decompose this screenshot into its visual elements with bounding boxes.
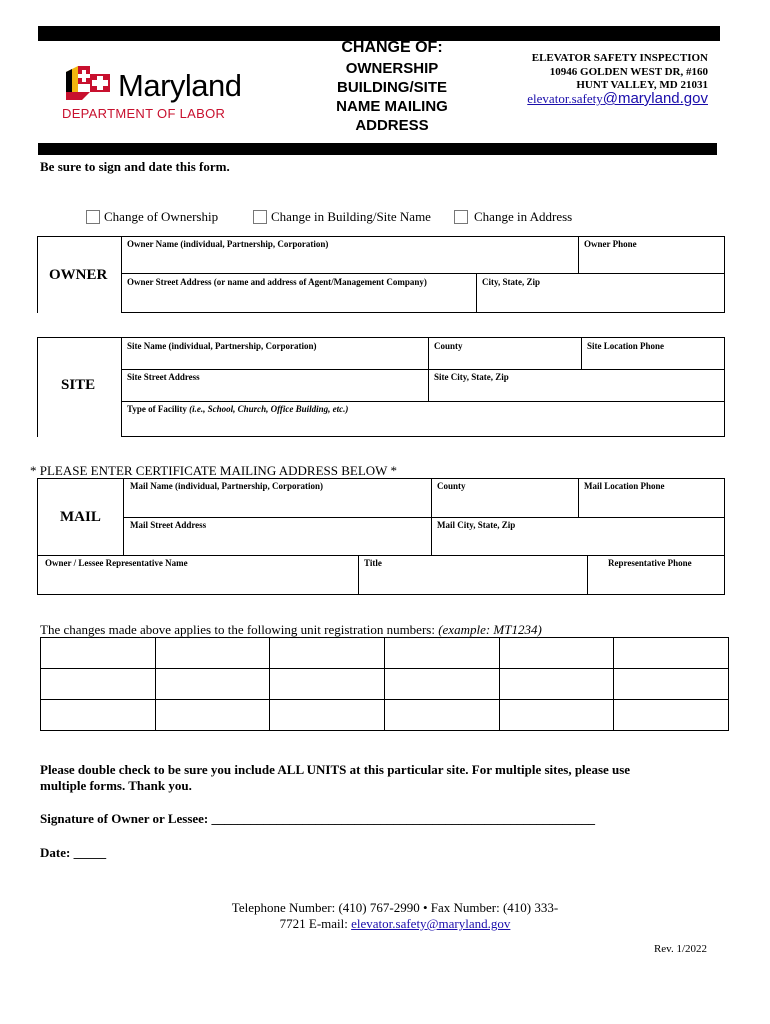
facility-type-label (127, 404, 348, 414)
units-example: (example: MT1234) (438, 622, 542, 637)
title-line-4: NAME MAILING (336, 98, 448, 115)
owner-section-label: OWNER (49, 267, 108, 283)
unit-cell[interactable] (384, 700, 499, 731)
table-row (41, 669, 729, 700)
site-county-label: County (434, 341, 463, 351)
logo-name: Maryland (118, 68, 242, 103)
unit-cell[interactable] (270, 700, 385, 731)
unit-cell[interactable] (384, 669, 499, 700)
unit-cell[interactable] (155, 638, 270, 669)
table-row (41, 638, 729, 669)
rep-name-label: Owner / Lessee Representative Name (45, 558, 188, 568)
facility-label-text: Type of Facility (127, 404, 187, 414)
form-title (318, 38, 466, 135)
signature-line[interactable]: Signature of Owner or Lessee: ___________________________________________________________ (40, 811, 596, 826)
unit-registration-table (40, 637, 729, 731)
unit-cell[interactable] (499, 638, 614, 669)
footer-contact (180, 900, 610, 932)
unit-cell[interactable] (41, 638, 156, 669)
site-section-label: SITE (61, 377, 96, 393)
change-ownership-checkbox[interactable] (86, 210, 100, 224)
units-instruction (40, 622, 542, 638)
mail-name-label: Mail Name (individual, Partnership, Corporation) (130, 481, 323, 491)
email-domain: @maryland.gov (602, 90, 708, 107)
table-row (41, 700, 729, 731)
logo-subtitle: DEPARTMENT OF LABOR (62, 106, 226, 121)
owner-city-label: City, State, Zip (482, 277, 541, 287)
sign-instruction: Be sure to sign and date this form. (40, 159, 230, 174)
header-address-1: 10946 GOLDEN WEST DR, #160 (549, 66, 708, 78)
facility-example-text: (i.e., School, Church, Office Building, etc.) (189, 404, 349, 414)
double-check-line-1: Please double check to be sure you include ALL UNITS at this particular site. For multiple sites, please use (40, 762, 631, 777)
unit-cell[interactable] (384, 638, 499, 669)
owner-name-label: Owner Name (individual, Partnership, Corporation) (127, 239, 329, 249)
footer-email-prefix: 7721 E-mail: (279, 916, 352, 931)
mail-phone-label: Mail Location Phone (584, 481, 665, 491)
footer-email-link[interactable]: elevator.safety@maryland.gov (351, 916, 511, 931)
owner-phone-label: Owner Phone (584, 239, 637, 249)
unit-cell[interactable] (499, 700, 614, 731)
change-address-label: Change in Address (474, 209, 573, 224)
footer-line-1: Telephone Number: (410) 767-2990 • Fax Number: (410) 333- (231, 900, 559, 915)
unit-cell[interactable] (270, 669, 385, 700)
change-address-checkbox[interactable] (454, 210, 468, 224)
unit-cell[interactable] (41, 700, 156, 731)
change-ownership-label: Change of Ownership (104, 209, 219, 224)
unit-cell[interactable] (614, 669, 729, 700)
title-line-2: OWNERSHIP (345, 60, 439, 77)
change-site-name-checkbox[interactable] (253, 210, 267, 224)
header-email-link[interactable] (527, 90, 708, 107)
rep-title-label: Title (364, 558, 382, 568)
change-site-name-label: Change in Building/Site Name (271, 209, 431, 224)
footer-line-2 (180, 916, 610, 932)
revision-label: Rev. 1/2022 (653, 943, 707, 955)
maryland-flag-icon (62, 62, 114, 102)
owner-street-label: Owner Street Address (or name and address of Agent/Management Company) (127, 277, 427, 287)
title-line-5: ADDRESS (355, 117, 429, 134)
unit-cell[interactable] (41, 669, 156, 700)
email-user: elevator.safety (527, 91, 603, 106)
mail-notice: * PLEASE ENTER CERTIFICATE MAILING ADDRESS BELOW * (30, 463, 397, 478)
unit-cell[interactable] (155, 669, 270, 700)
header-address-2: HUNT VALLEY, MD 21031 (576, 79, 708, 91)
title-line-1: CHANGE OF: (341, 39, 443, 56)
site-street-label: Site Street Address (127, 372, 200, 382)
units-text: The changes made above applies to the following unit registration numbers: (40, 622, 435, 637)
header-org: ELEVATOR SAFETY INSPECTION (531, 52, 708, 64)
unit-cell[interactable] (614, 638, 729, 669)
site-city-label: Site City, State, Zip (434, 372, 509, 382)
mail-county-label: County (437, 481, 466, 491)
unit-cell[interactable] (155, 700, 270, 731)
unit-cell[interactable] (614, 700, 729, 731)
header-bottom-bar (38, 143, 717, 155)
rep-title-field[interactable] (358, 555, 588, 595)
date-line[interactable]: Date: _____ (40, 845, 107, 860)
rep-phone-label: Representative Phone (608, 558, 692, 568)
mail-street-label: Mail Street Address (130, 520, 207, 530)
unit-cell[interactable] (499, 669, 614, 700)
double-check-line-2: multiple forms. Thank you. (40, 778, 192, 793)
site-phone-label: Site Location Phone (587, 341, 665, 351)
title-line-3: BUILDING/SITE (336, 79, 447, 96)
site-name-label: Site Name (individual, Partnership, Corporation) (127, 341, 317, 351)
mail-city-label: Mail City, State, Zip (437, 520, 516, 530)
unit-cell[interactable] (270, 638, 385, 669)
mail-section-label: MAIL (60, 509, 101, 525)
